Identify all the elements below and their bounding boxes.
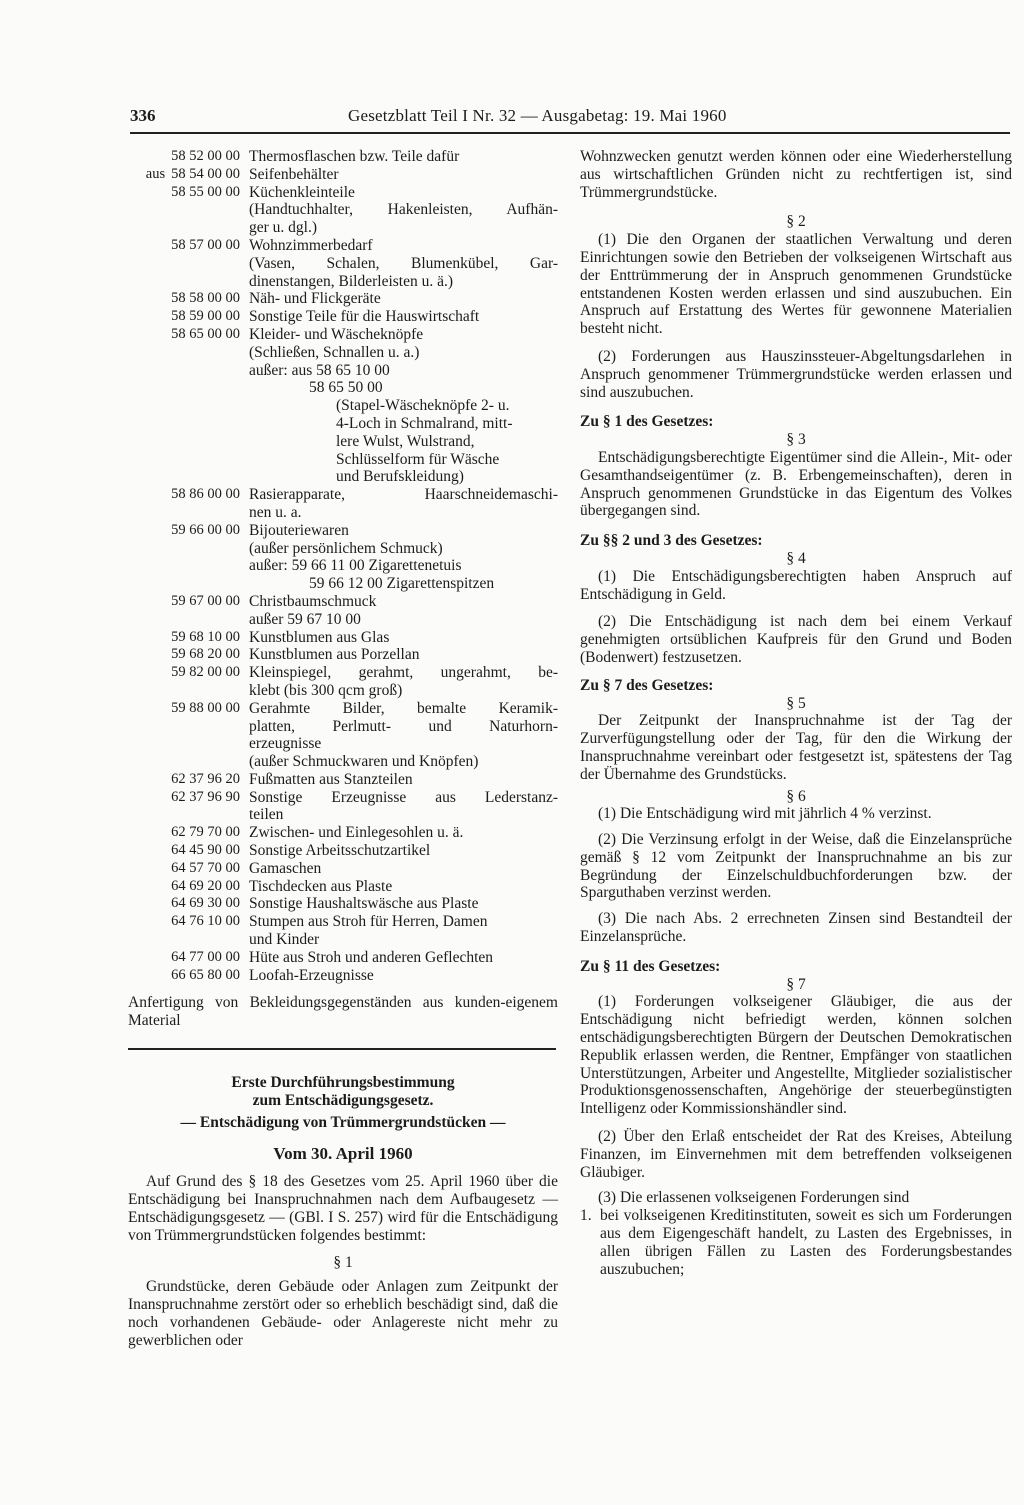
section-7-heading: § 7 xyxy=(786,975,806,993)
description-line: (außer Schmuckwaren und Knöpfen) xyxy=(249,753,479,771)
tariff-code xyxy=(128,522,249,558)
regulation-title xyxy=(128,1074,558,1131)
header-rule xyxy=(130,132,1010,134)
description-line: (Schließen, Schnallen u. a.) xyxy=(249,343,420,361)
section-3-heading: § 3 xyxy=(786,431,806,449)
tariff-code xyxy=(128,913,249,949)
tariff-description xyxy=(249,664,558,700)
description-line: Sonstige Teile für die Hauswirtschaft xyxy=(249,308,480,326)
description-line: (Vasen, Schalen, Blumenkübel, Gar- xyxy=(249,254,558,272)
tariff-code xyxy=(128,629,249,647)
tariff-code xyxy=(128,308,249,326)
section-4-para-1: (1) Die Entschädigungsberechtigten haben Anspruch auf Entschädigung in Geld. xyxy=(580,567,1012,603)
tariff-row xyxy=(128,878,558,896)
tariff-list-1 xyxy=(128,148,558,362)
code-value: 64 69 20 00 xyxy=(171,877,240,894)
description-line: erzeugnisse xyxy=(249,735,322,753)
section-6-para-1: (1) Die Entschädigung wird mit jährlich 4 % verzinst. xyxy=(598,805,932,823)
description-line: Gamaschen xyxy=(249,859,322,877)
code-value: 58 59 00 00 xyxy=(171,308,240,325)
section-6-para-2: (2) Die Verzinsung erfolgt in der Weise, daß die Einzelansprüche gemäß § 12 vom Zeitpunkt der Inanspruchnahme an bis zur Begründung der Einzelschuldbuchforderungen bzw. der Sparguthaben verzinst werden. xyxy=(580,831,1012,902)
description-line: Sonstige Arbeitsschutzartikel xyxy=(249,842,431,860)
tariff-code xyxy=(128,949,249,967)
section-1-text: Grundstücke, deren Gebäude oder Anlagen zum Zeitpunkt der Inanspruchnahme zerstört oder so erheblich beschädigt sind, daß die noch vorhandenen Gebäude- oder Anlagereste nicht mehr zu gewerblichen oder xyxy=(128,1278,558,1349)
tariff-description xyxy=(249,326,558,362)
tariff-code xyxy=(128,148,249,166)
code-value: 59 82 00 00 xyxy=(171,664,240,681)
tariff-description xyxy=(249,842,558,860)
tariff-row xyxy=(128,290,558,308)
tariff-description xyxy=(249,878,558,896)
aus-prefix: aus xyxy=(145,165,166,182)
exception-line: und Berufskleidung) xyxy=(336,468,464,486)
tariff-row xyxy=(128,913,558,949)
section-2-heading: § 2 xyxy=(786,213,806,231)
code-value: 64 57 70 00 xyxy=(171,859,240,876)
description-line: Näh- und Flickgeräte xyxy=(249,290,381,308)
code-value: 62 37 96 20 xyxy=(171,770,240,787)
description-line: ger u. dgl.) xyxy=(249,219,318,237)
tariff-code xyxy=(128,486,249,522)
tariff-code xyxy=(128,166,249,184)
tariff-row xyxy=(128,824,558,842)
description-line: Rasierapparate, Haarschneidemaschi- xyxy=(249,486,558,504)
code-value: 62 79 70 00 xyxy=(171,824,240,841)
description-line: klebt (bis 300 qcm groß) xyxy=(249,681,403,699)
tariff-row xyxy=(128,646,558,664)
section-7-para-3: (3) Die erlassenen volkseigenen Forderungen sind xyxy=(598,1189,910,1207)
tariff-code xyxy=(128,593,249,629)
tariff-description xyxy=(249,895,558,913)
description-line: dinenstangen, Bilderleisten u. ä.) xyxy=(249,272,454,290)
description-line: Tischdecken aus Plaste xyxy=(249,877,393,895)
section-5-heading: § 5 xyxy=(786,694,806,712)
anfertigung-text: Anfertigung von Bekleidungsgegenständen aus kunden-eigenem Material xyxy=(128,994,558,1030)
tariff-description xyxy=(249,789,558,825)
tariff-description xyxy=(249,148,558,166)
section-3-text: Entschädigungsberechtigte Eigentümer sind die Allein-, Mit- oder Gesamthandseigentümer (z. B. Erbengemeinschaften), deren in Anspruch genommenen Grundstücke in das Eigentum des Volkes übergegangen sind. xyxy=(580,448,1012,520)
section-divider xyxy=(128,1048,556,1050)
tariff-code xyxy=(128,967,249,985)
description-line: Zwischen- und Einlegesohlen u. ä. xyxy=(249,824,464,842)
section-1-heading: § 1 xyxy=(333,1254,353,1272)
zu-heading-3: Zu § 7 des Gesetzes: xyxy=(580,676,714,694)
tariff-description xyxy=(249,824,558,842)
tariff-description xyxy=(249,308,558,326)
description-line: Gerahmte Bilder, bemalte Keramik- xyxy=(249,699,558,717)
list-item-number: 1. xyxy=(580,1207,592,1225)
tariff-code xyxy=(128,771,249,789)
tariff-row xyxy=(128,166,558,184)
tariff-code xyxy=(128,664,249,700)
right-column xyxy=(580,148,1012,1278)
tariff-description xyxy=(249,700,558,771)
section-6-para-3: (3) Die nach Abs. 2 errechneten Zinsen sind Bestandteil der Einzelansprüche. xyxy=(580,910,1012,946)
tariff-description xyxy=(249,913,558,949)
code-value: 58 58 00 00 xyxy=(171,290,240,307)
tariff-code xyxy=(128,700,249,771)
description-line: und Kinder xyxy=(249,931,320,949)
tariff-code xyxy=(128,824,249,842)
description-line: Hüte aus Stroh und anderen Geflechten xyxy=(249,948,494,966)
tariff-description xyxy=(249,949,558,967)
description-line: (außer persönlichem Schmuck) xyxy=(249,539,443,557)
tariff-row xyxy=(128,895,558,913)
exception-line: außer: 59 66 11 00 Zigarettenetuis xyxy=(249,557,462,575)
tariff-list-3 xyxy=(128,593,558,985)
code-value: 59 67 00 00 xyxy=(171,592,240,609)
tariff-description xyxy=(249,646,558,664)
tariff-row xyxy=(128,629,558,647)
description-line: Loofah-Erzeugnisse xyxy=(249,966,374,984)
tariff-row xyxy=(128,486,558,522)
code-value: 59 68 10 00 xyxy=(171,628,240,645)
description-line: Wohnzimmerbedarf xyxy=(249,236,373,254)
tariff-description xyxy=(249,237,558,290)
page-header xyxy=(130,106,1010,128)
tariff-code xyxy=(128,842,249,860)
tariff-code xyxy=(128,789,249,825)
description-line: teilen xyxy=(249,806,284,824)
tariff-description xyxy=(249,522,558,558)
tariff-row xyxy=(128,522,558,558)
tariff-row xyxy=(128,842,558,860)
code-value: 62 37 96 90 xyxy=(171,788,240,805)
list-item-text: bei volkseigenen Kreditinstituten, soweit es sich um Forderungen aus dem Eigengeschäft handelt, zu Lasten des Ergebnisses, in allen übrigen Fällen zu Lasten des Forderungsbestandes auszubuchen; xyxy=(600,1207,1012,1278)
code-value: 64 45 90 00 xyxy=(171,842,240,859)
exception-line: 59 66 12 00 Zigarettenspitzen xyxy=(309,575,495,593)
description-line: Kleider- und Wäscheknöpfe xyxy=(249,325,424,343)
tariff-code xyxy=(128,290,249,308)
tariff-row xyxy=(128,184,558,237)
code-value: 59 66 00 00 xyxy=(171,521,240,538)
code-value: 66 65 80 00 xyxy=(171,966,240,983)
left-column xyxy=(128,148,558,1349)
code-value: 64 77 00 00 xyxy=(171,948,240,965)
description-line: Küchenkleinteile xyxy=(249,183,355,201)
description-line: Sonstige Erzeugnisse aus Lederstanz- xyxy=(249,788,558,806)
tariff-code xyxy=(128,895,249,913)
code-value: 58 52 00 00 xyxy=(171,148,240,164)
tariff-row xyxy=(128,789,558,825)
description-line: Sonstige Haushaltswäsche aus Plaste xyxy=(249,895,479,913)
code-value: 58 65 00 00 xyxy=(171,325,240,342)
description-line: Kunstblumen aus Glas xyxy=(249,628,390,646)
code-value: 58 57 00 00 xyxy=(171,236,240,253)
exception-line: (Stapel-Wäscheknöpfe 2- u. xyxy=(336,397,510,415)
title-line-3: — Entschädigung von Trümmergrundstücken — xyxy=(180,1113,506,1131)
tariff-description xyxy=(249,593,558,629)
tariff-code xyxy=(128,878,249,896)
exception-line: 58 65 50 00 xyxy=(309,379,383,397)
exception-line: lere Wulst, Wulstrand, xyxy=(336,432,475,450)
section-7-para-1: (1) Forderungen volkseigener Gläubiger, die aus der Entschädigung nicht befriedigt werden, können solchen entschädigungsberechtigten Bürgern der Deutschen Demokratischen Republik erlassen werden, die Rentner, Empfänger von staatlichen Unterstützungen, Arbeiter und Angestellte, Mitglieder sozialistischer Produktionsgenossenschaften, Angehörige der steuerbegünstigten Intelligenz oder Kommissionshändler sind. xyxy=(580,993,1012,1118)
exception-line: außer: aus 58 65 10 00 xyxy=(249,361,390,379)
tariff-row xyxy=(128,700,558,771)
tariff-row xyxy=(128,860,558,878)
code-value: 58 55 00 00 xyxy=(171,183,240,200)
tariff-row xyxy=(128,664,558,700)
description-line: (Handtuchhalter, Hakenleisten, Aufhän- xyxy=(249,201,558,219)
section-6-heading: § 6 xyxy=(786,787,806,805)
tariff-code xyxy=(128,860,249,878)
description-line: außer 59 67 10 00 xyxy=(249,610,361,628)
description-line: Kunstblumen aus Porzellan xyxy=(249,646,420,664)
description-line: Thermosflaschen bzw. Teile dafür xyxy=(249,148,460,165)
tariff-row xyxy=(128,326,558,362)
section-2-para-2: (2) Forderungen aus Hauszinssteuer-Abgeltungsdarlehen in Anspruch genommener Trümmergrundstücke werden erlassen und sind auszubuchen. xyxy=(580,347,1012,401)
code-value: 64 69 30 00 xyxy=(171,895,240,912)
page-number: 336 xyxy=(130,106,156,125)
tariff-description xyxy=(249,771,558,789)
header-title: Gesetzblatt Teil I Nr. 32 — Ausgabetag: 19. Mai 1960 xyxy=(348,106,727,125)
code-value: 64 76 10 00 xyxy=(171,913,240,930)
section-7-para-2: (2) Über den Erlaß entscheidet der Rat des Kreises, Abteilung Finanzen, im Einvernehmen mit dem betreffenden volkseigenen Gläubiger. xyxy=(580,1128,1012,1181)
title-line-1: Erste Durchführungsbestimmung xyxy=(231,1074,455,1092)
code-value: 59 68 20 00 xyxy=(171,646,240,663)
tariff-code xyxy=(128,237,249,290)
exception-line: Schlüsselform für Wäsche xyxy=(336,450,500,468)
tariff-row xyxy=(128,237,558,290)
tariff-row xyxy=(128,148,558,166)
tariff-code xyxy=(128,184,249,237)
section-4-heading: § 4 xyxy=(786,549,806,567)
description-line: Fußmatten aus Stanzteilen xyxy=(249,770,413,788)
tariff-description xyxy=(249,860,558,878)
tariff-row xyxy=(128,593,558,629)
title-line-2: zum Entschädigungsgesetz. xyxy=(252,1091,434,1109)
code-value: 59 88 00 00 xyxy=(171,699,240,716)
code-value: 58 86 00 00 xyxy=(171,486,240,503)
exception-block-1 xyxy=(128,362,558,487)
tariff-list-2 xyxy=(128,486,558,557)
description-line: platten, Perlmutt- und Naturhorn- xyxy=(249,717,558,735)
tariff-description xyxy=(249,486,558,522)
code-value: 58 54 00 00 xyxy=(171,165,240,182)
tariff-row xyxy=(128,771,558,789)
section-2-para-1: (1) Die den Organen der staatlichen Verwaltung und deren Einrichtungen sowie den Betrieben der volkseigenen Wirtschaft aus der Enttrümmerung der in Anspruch genommenen Grundstücke entstandenen Kosten werden erlassen und sind auszubuchen. Ein Anspruch auf Erstattung des Wertes für gewonnene Materialien besteht nicht. xyxy=(580,231,1012,338)
zu-heading-1: Zu § 1 des Gesetzes: xyxy=(580,413,714,431)
tariff-code xyxy=(128,326,249,362)
zu-heading-2: Zu §§ 2 und 3 des Gesetzes: xyxy=(580,532,763,550)
description-line: Kleinspiegel, gerahmt, ungerahmt, be- xyxy=(249,664,558,682)
description-line: Christbaumschmuck xyxy=(249,592,377,610)
list-item xyxy=(580,1207,1012,1278)
exception-block-2 xyxy=(128,557,558,593)
description-line: nen u. a. xyxy=(249,503,302,521)
tariff-row xyxy=(128,308,558,326)
tariff-description xyxy=(249,290,558,308)
intro-text: Auf Grund des § 18 des Gesetzes vom 25. April 1960 über die Entschädigung bei Inanspruchnahmen nach dem Aufbaugesetz — Entschädigungsgesetz — (GBl. I S. 257) wird für die Entschädigung von Trümmergrundstücken folgendes bestimmt: xyxy=(128,1173,558,1244)
exception-line: 4-Loch in Schmalrand, mitt- xyxy=(336,414,513,432)
zu-heading-4: Zu § 11 des Gesetzes: xyxy=(580,957,721,975)
tariff-code xyxy=(128,646,249,664)
tariff-description xyxy=(249,629,558,647)
section-5-text: Der Zeitpunkt der Inanspruchnahme ist der Tag der Zurverfügungstellung oder der Tag, für den die Wirkung der Inanspruchnahme vereinbart oder festgesetzt ist, spätestens der Tag der Übernahme des Grundstücks. xyxy=(580,712,1012,783)
regulation-date: Vom 30. April 1960 xyxy=(273,1144,413,1164)
description-line: Stumpen aus Stroh für Herren, Damen xyxy=(249,913,488,931)
tariff-description xyxy=(249,967,558,985)
tariff-row xyxy=(128,967,558,985)
tariff-description xyxy=(249,166,558,184)
continuation-text: Wohnzwecken genutzt werden können oder eine Wiederherstellung aus wirtschaftlichen Gründen nicht zu rechtfertigen ist, sind Trümmergrundstücke. xyxy=(580,148,1012,201)
description-line: Bijouteriewaren xyxy=(249,521,349,539)
section-4-para-2: (2) Die Entschädigung ist nach dem bei einem Verkauf genehmigten ortsüblichen Kaufpreis für den Grund und Boden (Bodenwert) festzusetzen. xyxy=(580,613,1012,666)
tariff-description xyxy=(249,184,558,237)
tariff-row xyxy=(128,949,558,967)
description-line: Seifenbehälter xyxy=(249,165,339,183)
